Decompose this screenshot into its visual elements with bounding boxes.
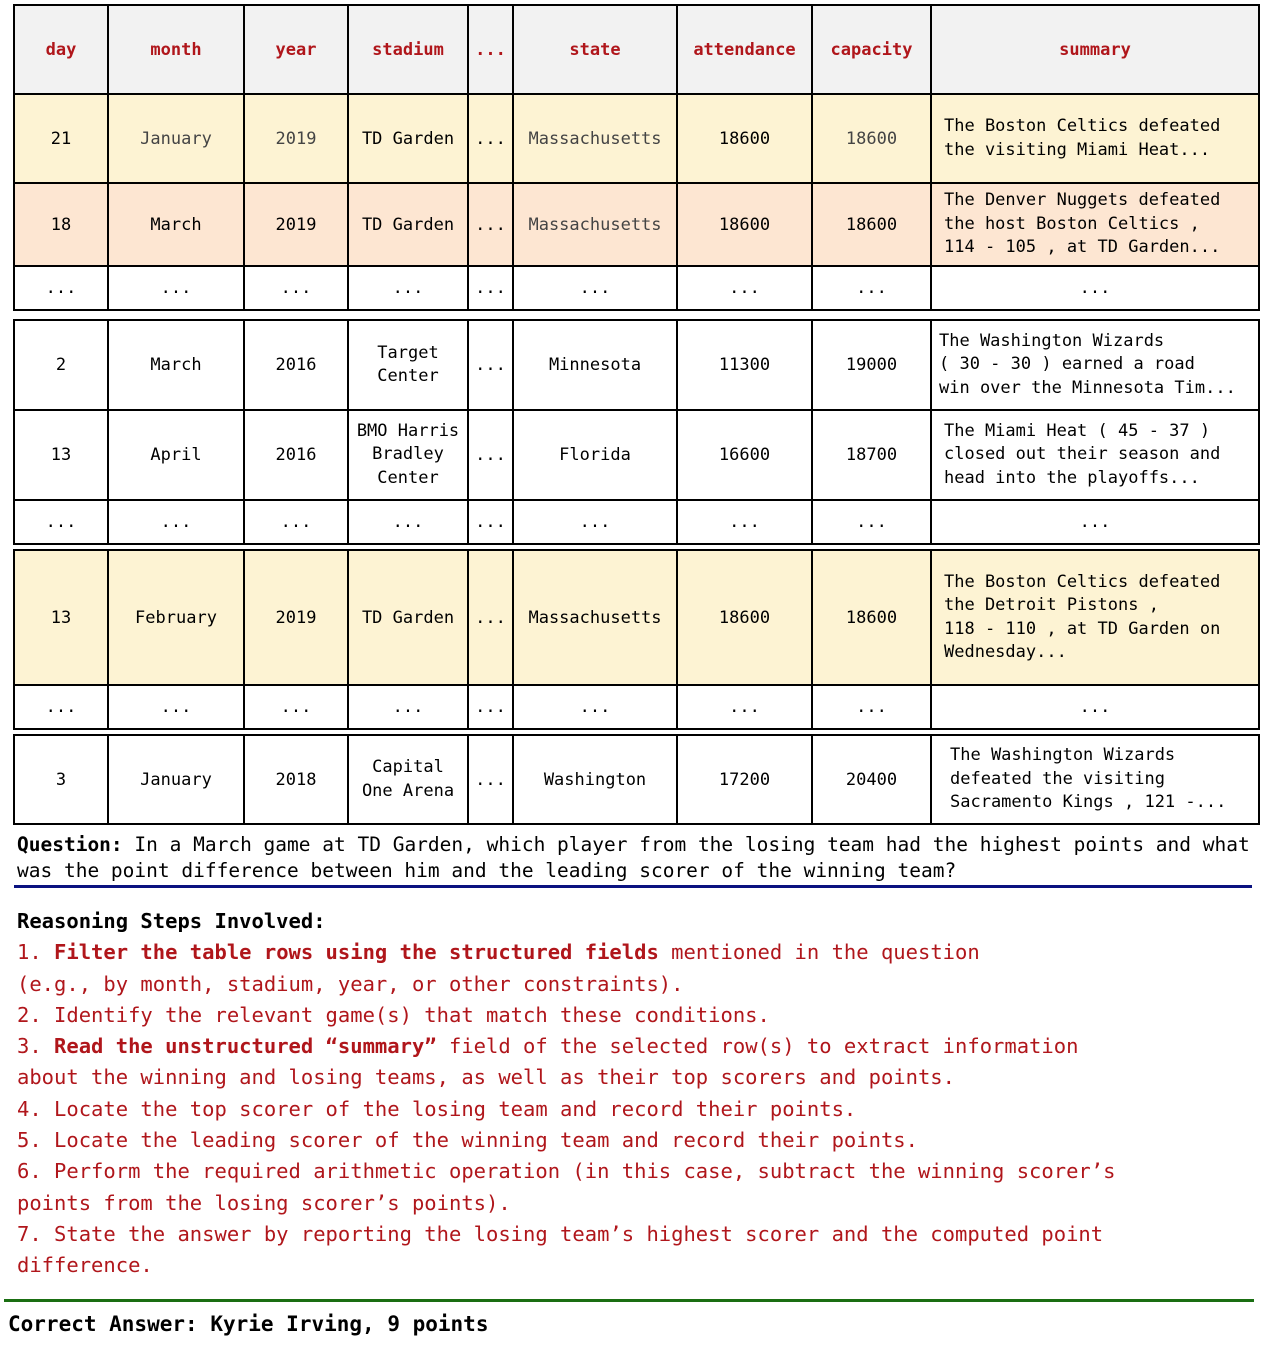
cell-summary bbox=[931, 410, 1259, 500]
stadium-line: Target bbox=[377, 342, 439, 363]
cell-ellipsis: ... bbox=[468, 685, 513, 729]
cell-stadium bbox=[348, 735, 468, 824]
cell-ellipsis: ... bbox=[513, 500, 677, 544]
cell-summary bbox=[931, 735, 1259, 824]
cell-gap: ... bbox=[468, 320, 513, 410]
table-row bbox=[14, 320, 1259, 410]
cell-attendance: 17200 bbox=[677, 735, 812, 824]
cell-month: March bbox=[108, 320, 244, 410]
reasoning-step-4: 4. Locate the top scorer of the losing team and record their points. bbox=[17, 1096, 857, 1121]
column-header-year: year bbox=[244, 5, 348, 94]
stadium-line: Center bbox=[377, 467, 439, 488]
cell-gap: ... bbox=[468, 183, 513, 266]
cell-stadium: TD Garden bbox=[348, 183, 468, 266]
cell-year: 2016 bbox=[244, 320, 348, 410]
cell-summary bbox=[931, 320, 1259, 410]
cell-summary bbox=[931, 550, 1259, 685]
cell-day: 21 bbox=[14, 94, 108, 183]
cell-ellipsis: ... bbox=[108, 266, 244, 310]
column-header-ellipsis: ... bbox=[468, 5, 513, 94]
reasoning-step-3 bbox=[17, 1031, 1253, 1062]
data-table-block-2 bbox=[13, 319, 1260, 545]
reasoning-steps bbox=[17, 906, 1253, 1282]
cell-summary bbox=[931, 183, 1259, 266]
ellipsis-row bbox=[14, 685, 1259, 729]
reasoning-step-7: 7. State the answer by reporting the losing team’s highest scorer and the computed point bbox=[17, 1221, 1104, 1246]
reasoning-step-2: 2. Identify the relevant game(s) that match these conditions. bbox=[17, 1002, 770, 1027]
summary-line: 118 - 110 , at TD Garden on bbox=[944, 618, 1221, 639]
cell-gap: ... bbox=[468, 550, 513, 685]
cell-attendance: 11300 bbox=[677, 320, 812, 410]
column-header-summary: summary bbox=[931, 5, 1259, 94]
cell-day: 13 bbox=[14, 550, 108, 685]
cell-attendance: 18600 bbox=[677, 94, 812, 183]
cell-ellipsis: ... bbox=[14, 685, 108, 729]
summary-line: win over the Minnesota Tim... bbox=[939, 377, 1236, 398]
cell-attendance: 18600 bbox=[677, 183, 812, 266]
cell-ellipsis: ... bbox=[244, 266, 348, 310]
summary-line: defeated the visiting bbox=[950, 768, 1165, 789]
step-text: mentioned in the question bbox=[658, 940, 980, 965]
table-row bbox=[14, 735, 1259, 824]
divider bbox=[4, 1299, 1254, 1302]
cell-ellipsis: ... bbox=[931, 500, 1259, 544]
column-header-stadium: stadium bbox=[348, 5, 468, 94]
cell-ellipsis: ... bbox=[931, 266, 1259, 310]
step-number: 3. bbox=[17, 1034, 55, 1059]
summary-line: 114 - 105 , at TD Garden... bbox=[944, 237, 1221, 258]
divider bbox=[14, 885, 1252, 888]
summary-line: The Boston Celtics defeated bbox=[944, 116, 1221, 136]
table-row bbox=[14, 550, 1259, 685]
stadium-line: Bradley bbox=[372, 444, 444, 465]
stadium-line: One Arena bbox=[361, 780, 455, 801]
reasoning-step-1-cont: (e.g., by month, stadium, year, or other constraints). bbox=[17, 971, 684, 996]
column-header-attendance: attendance bbox=[677, 5, 812, 94]
cell-year: 2018 bbox=[244, 735, 348, 824]
column-header-capacity: capacity bbox=[812, 5, 931, 94]
summary-line: Sacramento Kings , 121 -... bbox=[950, 792, 1227, 813]
cell-state: Massachusetts bbox=[513, 550, 677, 685]
step-emphasis: Read the unstructured “summary” bbox=[54, 1034, 437, 1059]
column-header-day: day bbox=[14, 5, 108, 94]
cell-ellipsis: ... bbox=[812, 266, 931, 310]
cell-gap: ... bbox=[468, 410, 513, 500]
summary-line: The Miami Heat ( 45 - 37 ) bbox=[944, 420, 1211, 441]
cell-day: 18 bbox=[14, 183, 108, 266]
summary-line: Wednesday... bbox=[944, 642, 1067, 662]
cell-ellipsis: ... bbox=[513, 685, 677, 729]
cell-stadium: TD Garden bbox=[348, 94, 468, 183]
cell-ellipsis: ... bbox=[348, 685, 468, 729]
cell-stadium bbox=[348, 410, 468, 500]
cell-ellipsis: ... bbox=[14, 500, 108, 544]
cell-capacity: 18600 bbox=[812, 183, 931, 266]
column-header-month: month bbox=[108, 5, 244, 94]
summary-line: The Washington Wizards bbox=[939, 330, 1165, 351]
question-label: Question: bbox=[17, 833, 123, 856]
cell-ellipsis: ... bbox=[677, 500, 812, 544]
cell-ellipsis: ... bbox=[812, 685, 931, 729]
reasoning-step-5: 5. Locate the leading scorer of the winning team and record their points. bbox=[17, 1128, 918, 1153]
cell-state: Minnesota bbox=[513, 320, 677, 410]
cell-ellipsis: ... bbox=[513, 266, 677, 310]
stadium-line: Capital bbox=[372, 757, 444, 777]
cell-attendance: 16600 bbox=[677, 410, 812, 500]
question-text bbox=[17, 832, 1253, 884]
cell-ellipsis: ... bbox=[348, 500, 468, 544]
cell-gap: ... bbox=[468, 735, 513, 824]
cell-capacity: 20400 bbox=[812, 735, 931, 824]
stadium-line: BMO Harris bbox=[356, 420, 460, 441]
cell-day: 13 bbox=[14, 410, 108, 500]
cell-ellipsis: ... bbox=[812, 500, 931, 544]
summary-line: The Boston Celtics defeated bbox=[944, 571, 1221, 592]
cell-ellipsis: ... bbox=[677, 266, 812, 310]
cell-state: Massachusetts bbox=[513, 183, 677, 266]
cell-gap: ... bbox=[468, 94, 513, 183]
cell-capacity: 19000 bbox=[812, 320, 931, 410]
step-emphasis: Filter the table rows using the structured fields bbox=[54, 940, 659, 965]
cell-year: 2016 bbox=[244, 410, 348, 500]
cell-ellipsis: ... bbox=[244, 500, 348, 544]
summary-line: head into the playoffs... bbox=[944, 467, 1200, 488]
data-table-block-3 bbox=[13, 549, 1260, 730]
table-row bbox=[14, 183, 1259, 266]
ellipsis-row bbox=[14, 500, 1259, 544]
cell-ellipsis: ... bbox=[108, 685, 244, 729]
ellipsis-row bbox=[14, 266, 1259, 310]
cell-attendance: 18600 bbox=[677, 550, 812, 685]
cell-year: 2019 bbox=[244, 550, 348, 685]
cell-state: Florida bbox=[513, 410, 677, 500]
summary-line: the host Boston Celtics , bbox=[944, 213, 1200, 234]
reasoning-step-6: 6. Perform the required arithmetic operation (in this case, subtract the winning scorer’s bbox=[17, 1159, 1116, 1184]
reasoning-heading: Reasoning Steps Involved: bbox=[17, 909, 326, 933]
cell-ellipsis: ... bbox=[108, 500, 244, 544]
answer-value: Kyrie Irving, 9 points bbox=[210, 1312, 489, 1336]
table-row bbox=[14, 410, 1259, 500]
cell-capacity: 18600 bbox=[812, 94, 931, 183]
cell-ellipsis: ... bbox=[14, 266, 108, 310]
reasoning-step-3-cont: about the winning and losing teams, as well as their top scorers and points. bbox=[17, 1065, 955, 1090]
cell-year: 2019 bbox=[244, 94, 348, 183]
cell-month: April bbox=[108, 410, 244, 500]
table-header-row bbox=[14, 5, 1259, 94]
cell-capacity: 18600 bbox=[812, 550, 931, 685]
summary-line: the visiting Miami Heat... bbox=[944, 139, 1211, 160]
summary-line: The Washington Wizards bbox=[950, 745, 1176, 766]
cell-ellipsis: ... bbox=[468, 266, 513, 310]
cell-month: February bbox=[108, 550, 244, 685]
summary-line: The Denver Nuggets defeated bbox=[944, 190, 1221, 211]
reasoning-step-6-cont: points from the losing scorer’s points). bbox=[17, 1190, 511, 1215]
cell-day: 3 bbox=[14, 735, 108, 824]
reasoning-step-1 bbox=[17, 937, 1253, 968]
summary-line: closed out their season and bbox=[944, 444, 1221, 465]
step-number: 1. bbox=[17, 940, 55, 965]
cell-state: Massachusetts bbox=[513, 94, 677, 183]
data-table-block-4 bbox=[13, 734, 1260, 825]
cell-stadium: TD Garden bbox=[348, 550, 468, 685]
cell-state: Washington bbox=[513, 735, 677, 824]
reasoning-step-7-cont: difference. bbox=[17, 1253, 153, 1278]
cell-capacity: 18700 bbox=[812, 410, 931, 500]
cell-month: March bbox=[108, 183, 244, 266]
cell-day: 2 bbox=[14, 320, 108, 410]
cell-ellipsis: ... bbox=[931, 685, 1259, 729]
question-body: In a March game at TD Garden, which player from the losing team had the highest points and what was the point difference between him and the leading scorer of the winning team? bbox=[17, 833, 1250, 882]
summary-line: ( 30 - 30 ) earned a road bbox=[939, 354, 1195, 375]
cell-month: January bbox=[108, 735, 244, 824]
table-row bbox=[14, 94, 1259, 183]
cell-month: January bbox=[108, 94, 244, 183]
cell-ellipsis: ... bbox=[244, 685, 348, 729]
column-header-state: state bbox=[513, 5, 677, 94]
answer-label: Correct Answer: bbox=[8, 1312, 198, 1336]
cell-summary bbox=[931, 94, 1259, 183]
cell-ellipsis: ... bbox=[348, 266, 468, 310]
stadium-line: Center bbox=[377, 366, 439, 386]
cell-stadium bbox=[348, 320, 468, 410]
data-table-block-1 bbox=[13, 4, 1260, 311]
summary-line: the Detroit Pistons , bbox=[944, 595, 1159, 615]
step-text: field of the selected row(s) to extract information bbox=[436, 1034, 1079, 1059]
cell-year: 2019 bbox=[244, 183, 348, 266]
correct-answer bbox=[8, 1312, 488, 1336]
cell-ellipsis: ... bbox=[677, 685, 812, 729]
cell-ellipsis: ... bbox=[468, 500, 513, 544]
